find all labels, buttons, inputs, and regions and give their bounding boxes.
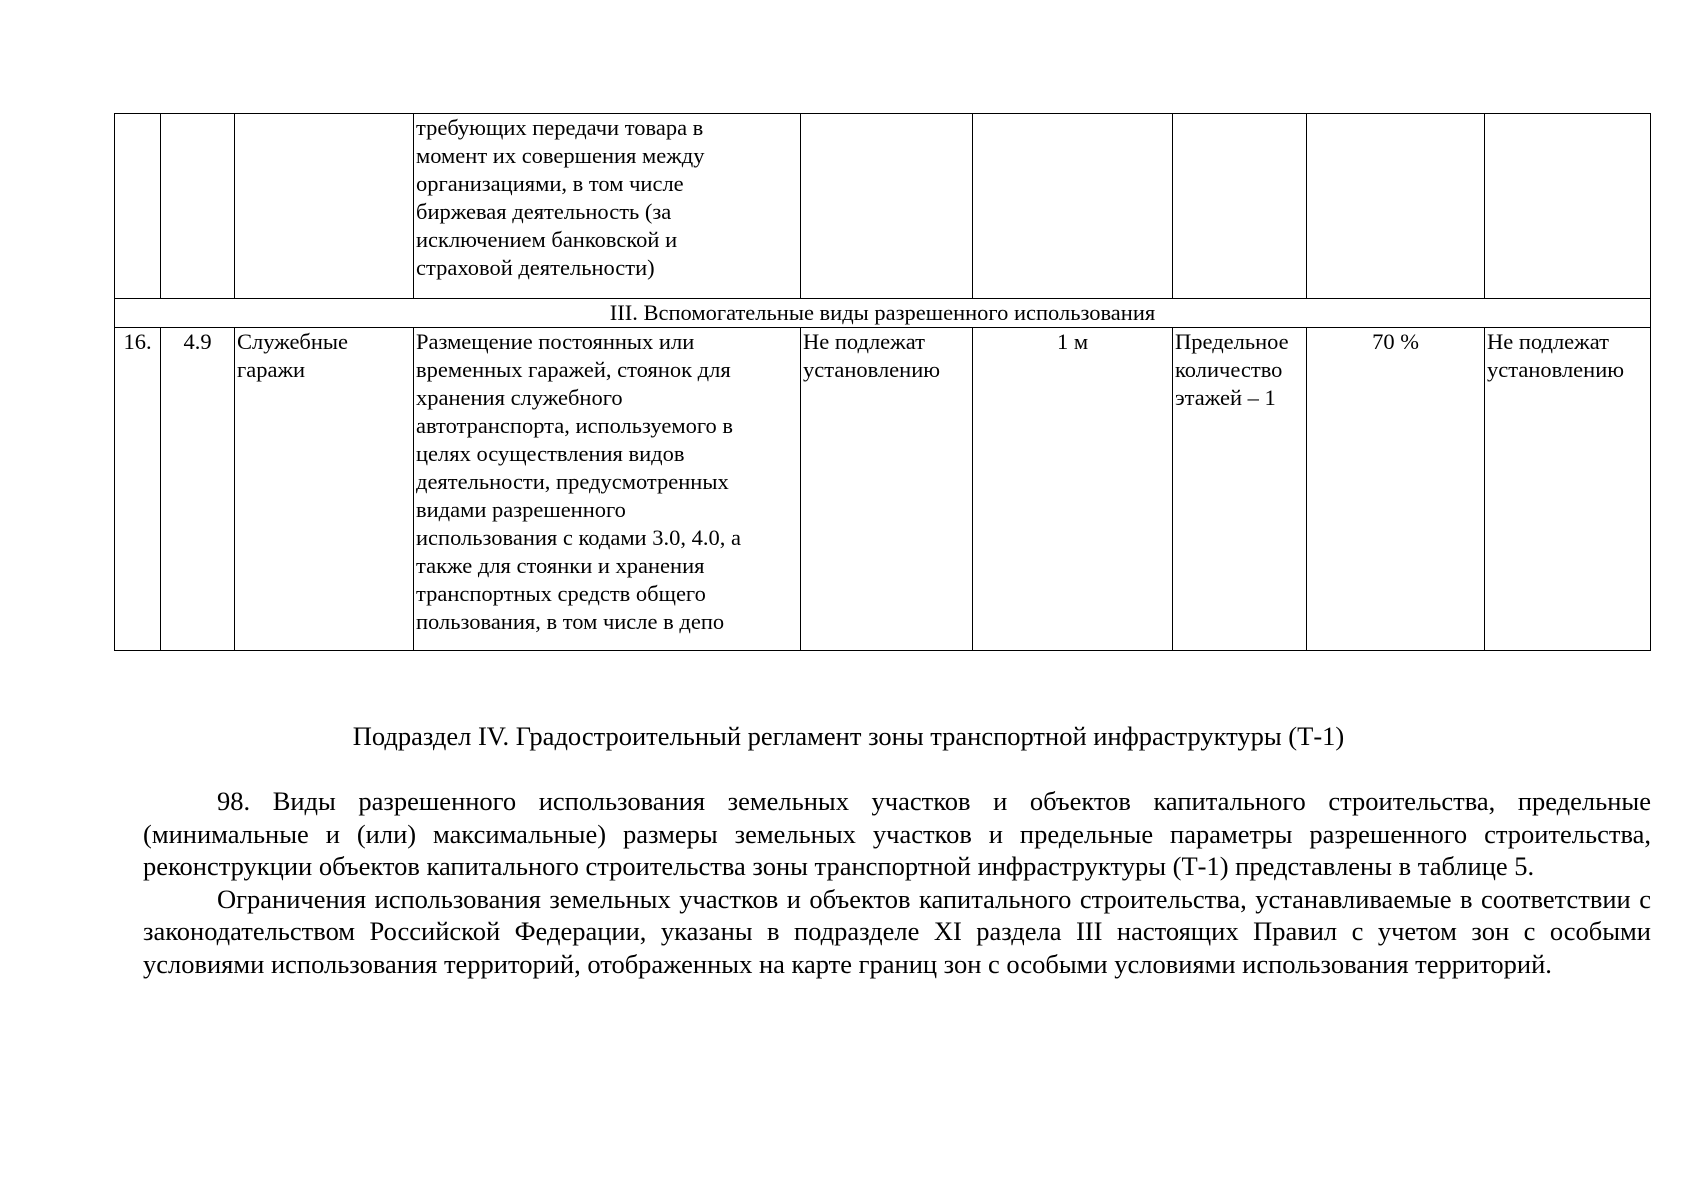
paragraph: Ограничения использования земельных участков и объектов капитального строительства, устанавливаемые в соответствии с законодательством Российской Федерации, указаны в подразделе XI раздела III настоящих Правил с учетом зон с особыми условиями использования территорий, отображенных на карте границ зон с особыми условиями использования территорий.: [143, 883, 1651, 979]
table-cell: [801, 114, 973, 299]
regulation-table: [114, 113, 1651, 651]
description-cell: Размещение постоянных или временных гаражей, стоянок для хранения служебного автотранспорта, используемого в целях осуществления видов деятельности, предусмотренных видами разрешенного использования с кодами 3.0, 4.0, а также для стоянки и хранения транспортных средств общего пользования, в том числе в депо: [414, 328, 801, 651]
setback-cell: 1 м: [973, 328, 1173, 651]
table-cell: [235, 114, 414, 299]
description-cell: требующих передачи товара в момент их совершения между организациями, в том числе биржевая деятельность (за исключением банковской и страховой деятельности): [414, 114, 801, 299]
table-cell: [161, 114, 235, 299]
section-row: [115, 299, 1651, 328]
table-cell: [1307, 114, 1485, 299]
area-cell: Не подлежат установлению: [801, 328, 973, 651]
paragraph: 98. Виды разрешенного использования земельных участков и объектов капитального строительства, предельные (минимальные и (или) максимальные) размеры земельных участков и предельные параметры разрешенного строительства, реконструкции объектов капитального строительства зоны транспортной инфраструктуры (Т-1) представлены в таблице 5.: [143, 786, 1651, 881]
table-cell: [1485, 114, 1651, 299]
other-params-cell: Не подлежат установлению: [1485, 328, 1651, 651]
section-title: III. Вспомогательные виды разрешенного использования: [115, 299, 1651, 328]
row-number: 16.: [115, 328, 161, 651]
coverage-cell: 70 %: [1307, 328, 1485, 651]
use-code: 4.9: [161, 328, 235, 651]
use-name: Служебные гаражи: [235, 328, 414, 651]
table-cell: [115, 114, 161, 299]
table-cell: [973, 114, 1173, 299]
table-row: [115, 114, 1651, 299]
subsection-heading: Подраздел IV. Градостроительный регламент зоны транспортной инфраструктуры (Т-1): [352, 721, 1345, 751]
floors-cell: Предельное количество этажей – 1: [1173, 328, 1307, 651]
body-text: [143, 785, 1651, 980]
table-row: [115, 328, 1651, 651]
table-cell: [1173, 114, 1307, 299]
